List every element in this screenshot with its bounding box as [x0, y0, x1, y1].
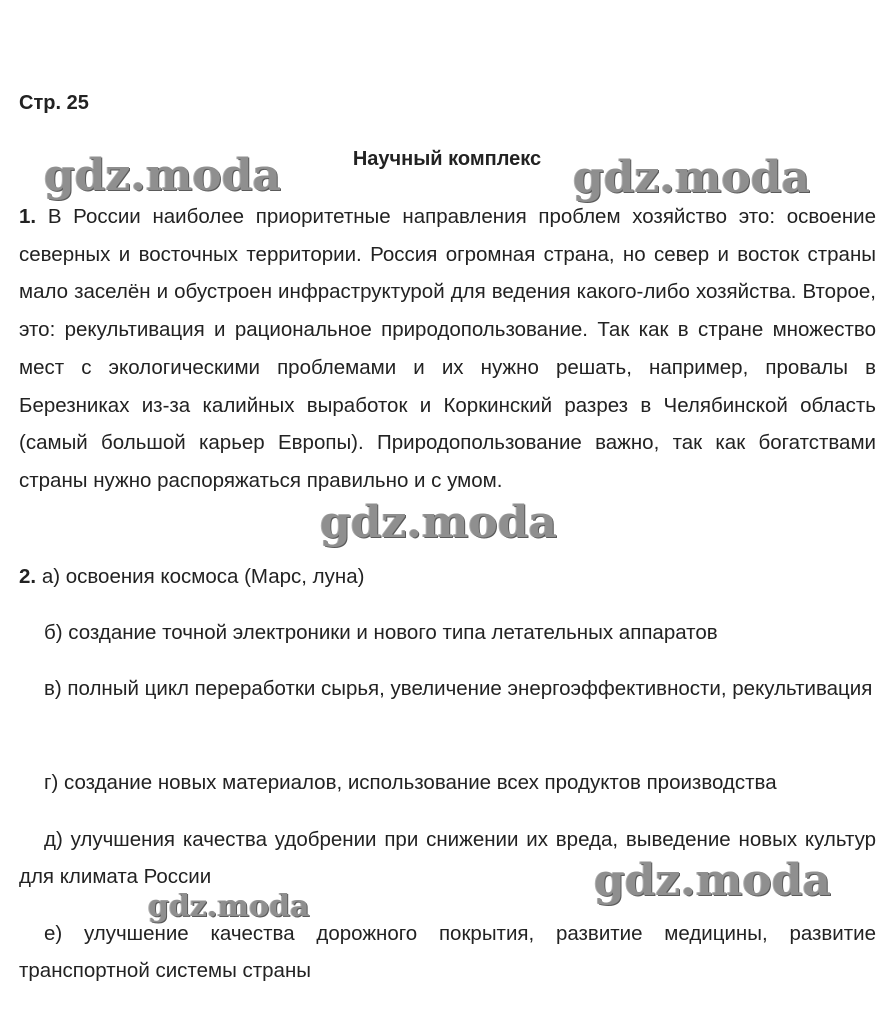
answer-2-item-a — [19, 558, 876, 595]
watermark-logo: gdz.moda — [148, 889, 310, 924]
answer-2-item-b: б) создание точной электроники и нового типа летательных аппаратов — [44, 621, 718, 644]
answer-1-number: 1. — [19, 205, 37, 228]
answer-2-item-c: в) полный цикл переработки сырья, увеличение энергоэффективности, рекультивация — [44, 677, 873, 700]
answer-1-text: В России наиболее приоритетные направления проблем хозяйство это: освоение северных и восточных территории. Россия огромная страна, но север и восток страны мало заселён и обустроен инфраструктурой для ведения какого-либо хозяйства. Второе, это: рекультивация и рациональное природопользование. Так как в стране множество мест с экологическими проблемами и их нужно решать, например, провалы в Березниках из-за калийных выработок и Коркинский разрез в Челябинской область (самый большой карьер Европы). Природопользование важно, так как богатствами страны нужно распоряжаться правильно и с умом. — [19, 205, 877, 492]
answer-2-item-f: е) улучшение качества дорожного покрытия, развитие медицины, развитие транспортной системы страны — [19, 922, 876, 982]
answer-2-item-e: д) улучшения качества удобрении при снижении их вреда, выведение новых культур для климата России — [19, 828, 876, 888]
answer-1-paragraph — [19, 198, 876, 500]
answer-2-number: 2. — [19, 565, 37, 588]
watermark-logo: gdz.moda — [594, 855, 832, 906]
watermark-logo: gdz.moda — [320, 497, 558, 548]
watermark-logo: gdz.moda — [573, 152, 811, 203]
watermark-logo: gdz.moda — [44, 150, 282, 201]
answer-2-item-a-text: а) освоения космоса (Марс, луна) — [41, 565, 365, 588]
section-title: Научный комплекс — [352, 148, 542, 170]
page-number-label: Стр. 25 — [19, 92, 89, 114]
answer-2-item-d: г) создание новых материалов, использование всех продуктов производства — [44, 771, 777, 794]
